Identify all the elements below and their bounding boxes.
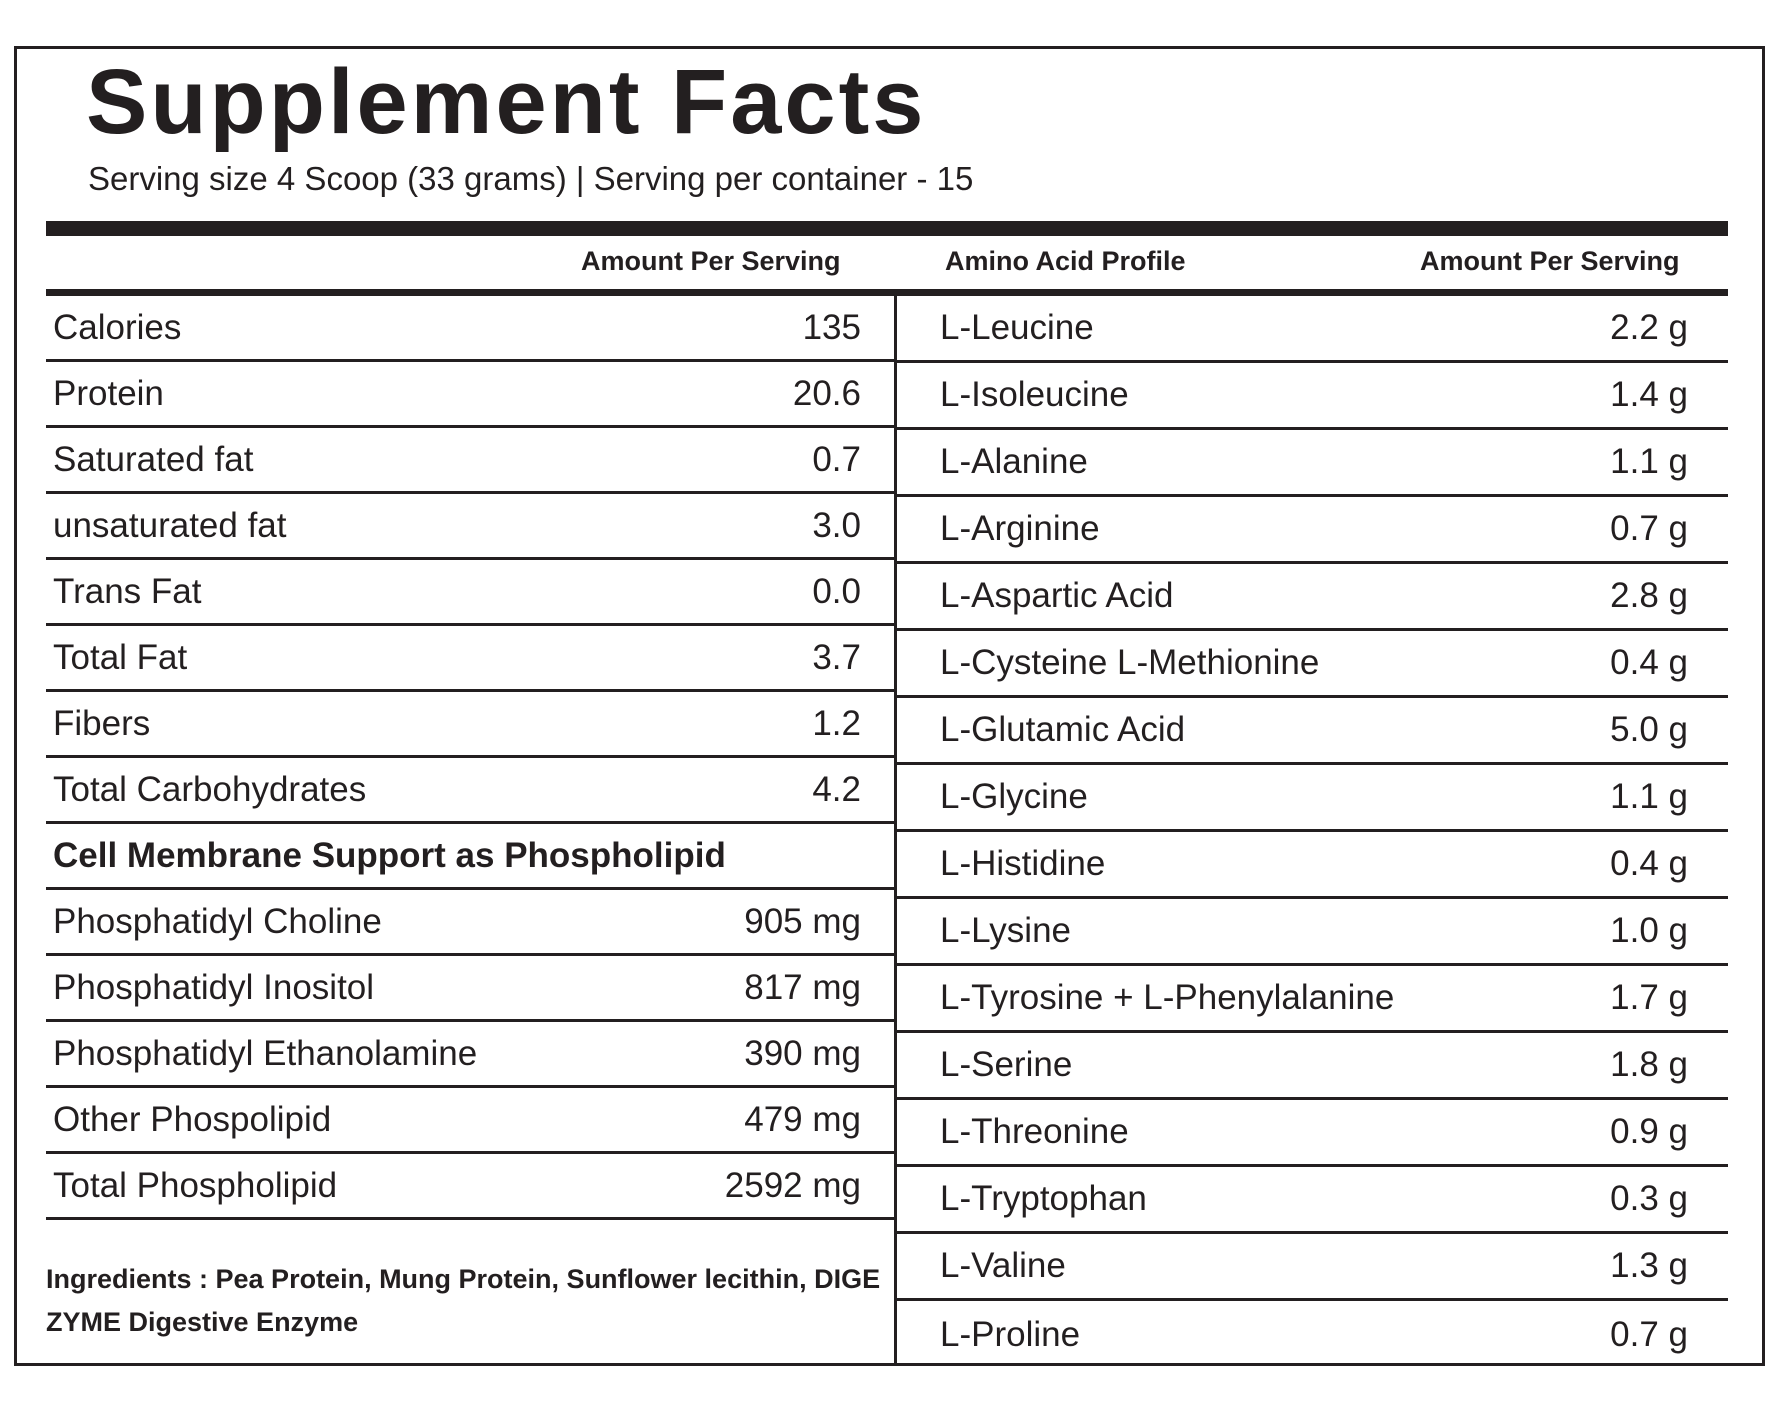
nutrient-value: 1.2	[812, 703, 861, 743]
amino-row	[897, 1033, 1728, 1100]
amino-name: L-Glycine	[940, 777, 1088, 816]
amino-value: 1.0 g	[1610, 911, 1688, 950]
nutrient-value: 135	[802, 307, 861, 347]
amino-acid-list	[897, 296, 1728, 1368]
phospholipid-heading-row	[46, 824, 894, 890]
amino-value: 1.8 g	[1610, 1045, 1688, 1084]
nutrient-name: Trans Fat	[53, 571, 202, 611]
ingredients-text: Ingredients : Pea Protein, Mung Protein, Sunflower lecithin, DIGE ZYME Digestive Enzyme	[46, 1264, 881, 1337]
amino-value: 2.2 g	[1610, 308, 1688, 347]
amino-row	[897, 1301, 1728, 1368]
amino-row	[897, 430, 1728, 497]
nutrient-value: 4.2	[812, 769, 861, 809]
nutrient-name: Total Fat	[53, 637, 188, 677]
amino-name: L-Threonine	[940, 1112, 1129, 1151]
phospholipid-row	[46, 890, 894, 956]
amino-value: 0.3 g	[1610, 1179, 1688, 1218]
amino-value: 1.4 g	[1610, 375, 1688, 414]
nutrient-row	[46, 428, 894, 494]
amino-name: L-Cysteine L-Methionine	[940, 643, 1320, 682]
nutrient-row	[46, 362, 894, 428]
nutrient-name: Protein	[53, 373, 164, 413]
nutrient-value: 0.0	[812, 571, 861, 611]
amino-name: L-Tryptophan	[940, 1179, 1147, 1218]
amino-value: 0.7 g	[1610, 509, 1688, 548]
nutrient-value: 0.7	[812, 439, 861, 479]
amino-name: L-Lysine	[940, 911, 1071, 950]
header-left-amount: Amount Per Serving	[581, 246, 841, 276]
amino-name: L-Tyrosine + L-Phenylalanine	[940, 978, 1395, 1017]
amino-row	[897, 1100, 1728, 1167]
phospholipid-row	[46, 1088, 894, 1154]
amino-value: 0.7 g	[1610, 1314, 1688, 1354]
amino-name: L-Alanine	[940, 442, 1088, 481]
amino-name: L-Histidine	[940, 844, 1106, 883]
phospholipid-row	[46, 1022, 894, 1088]
amino-value: 0.4 g	[1610, 844, 1688, 883]
amino-value: 5.0 g	[1610, 710, 1688, 749]
amino-name: L-Proline	[940, 1314, 1081, 1354]
amino-row	[897, 1234, 1728, 1301]
amino-row	[897, 1167, 1728, 1234]
nutrient-name: unsaturated fat	[53, 505, 287, 545]
nutrient-row	[46, 494, 894, 560]
amino-value: 0.9 g	[1610, 1112, 1688, 1151]
page-title: Supplement Facts	[86, 51, 927, 153]
amino-name: L-Serine	[940, 1045, 1073, 1084]
nutrient-name: Saturated fat	[53, 439, 254, 479]
amino-value: 1.3 g	[1610, 1246, 1688, 1285]
amino-name: L-Arginine	[940, 509, 1100, 548]
amino-row	[897, 497, 1728, 564]
amino-value: 0.4 g	[1610, 643, 1688, 682]
nutrient-name: Fibers	[53, 703, 151, 743]
amino-name: L-Aspartic Acid	[940, 576, 1174, 615]
nutrient-row	[46, 758, 894, 824]
header-right-amount: Amount Per Serving	[1420, 246, 1680, 276]
phospholipid-row	[46, 956, 894, 1022]
nutrient-row	[46, 296, 894, 362]
nutrient-value: 3.7	[812, 637, 861, 677]
phospholipid-value: 2592 mg	[724, 1165, 861, 1205]
phospholipid-value: 905 mg	[744, 901, 861, 941]
phospholipid-value: 817 mg	[744, 967, 861, 1007]
serving-info: Serving size 4 Scoop (33 grams) | Serving per container - 15	[88, 160, 974, 197]
nutrient-row	[46, 626, 894, 692]
phospholipid-name: Phosphatidyl Choline	[53, 901, 382, 941]
header-divider	[46, 289, 1728, 296]
amino-row	[897, 698, 1728, 765]
amino-value: 1.1 g	[1610, 777, 1688, 816]
nutrient-list	[46, 296, 894, 1220]
amino-value: 2.8 g	[1610, 576, 1688, 615]
amino-row	[897, 899, 1728, 966]
amino-row	[897, 296, 1728, 363]
nutrient-row	[46, 560, 894, 626]
amino-name: L-Leucine	[940, 308, 1094, 347]
nutrient-name: Total Carbohydrates	[53, 769, 367, 809]
amino-row	[897, 363, 1728, 430]
phospholipid-name: Other Phospolipid	[53, 1099, 332, 1139]
amino-name: L-Valine	[940, 1246, 1066, 1285]
nutrient-name: Calories	[53, 307, 182, 347]
amino-row	[897, 631, 1728, 698]
phospholipid-row	[46, 1154, 894, 1220]
amino-name: L-Glutamic Acid	[940, 710, 1186, 749]
phospholipid-heading: Cell Membrane Support as Phospholipid	[53, 835, 726, 875]
phospholipid-value: 479 mg	[744, 1099, 861, 1139]
amino-name: L-Isoleucine	[940, 375, 1129, 414]
nutrient-value: 3.0	[812, 505, 861, 545]
header-amino-profile: Amino Acid Profile	[945, 246, 1186, 276]
amino-value: 1.7 g	[1610, 978, 1688, 1017]
amino-row	[897, 832, 1728, 899]
phospholipid-name: Total Phospholipid	[53, 1165, 338, 1205]
nutrient-value: 20.6	[792, 373, 861, 413]
phospholipid-name: Phosphatidyl Ethanolamine	[53, 1033, 478, 1073]
amino-row	[897, 966, 1728, 1033]
phospholipid-name: Phosphatidyl Inositol	[53, 967, 375, 1007]
title-divider	[46, 221, 1728, 236]
amino-value: 1.1 g	[1610, 442, 1688, 481]
phospholipid-value: 390 mg	[744, 1033, 861, 1073]
nutrient-row	[46, 692, 894, 758]
amino-row	[897, 564, 1728, 631]
amino-row	[897, 765, 1728, 832]
